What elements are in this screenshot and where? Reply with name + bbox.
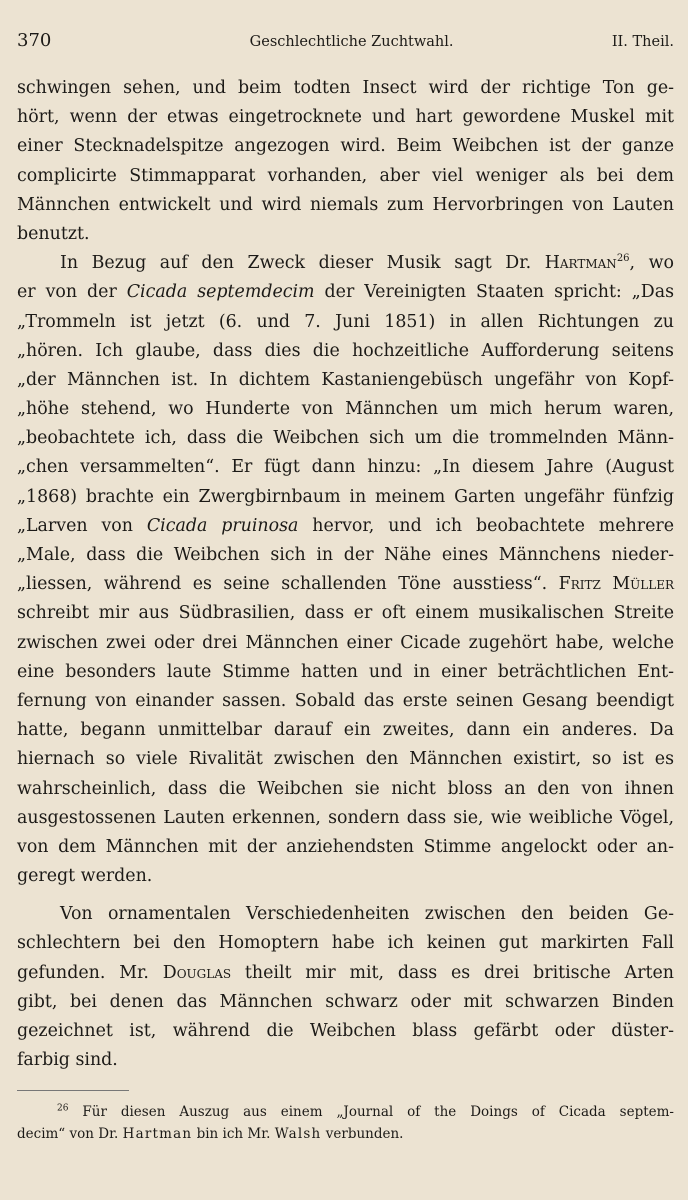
- author-name-mueller: Fritz Müller: [558, 574, 674, 595]
- text-line: schwingen sehen, und beim todten Insect wird der richtige Ton ge-: [17, 78, 674, 98]
- footnote-segment: decim“ von Dr.: [17, 1126, 123, 1142]
- text-line: [17, 959, 674, 988]
- text-line: [17, 570, 674, 599]
- line-segment: er von der: [17, 282, 127, 303]
- page-number: 370: [17, 30, 52, 51]
- author-name-douglas: Douglas: [162, 962, 232, 983]
- text-line: ausgestossenen Lauten erkennen, sondern dass sie, wie weibliche Vögel,: [17, 807, 674, 828]
- line-segment: , wo: [629, 253, 674, 274]
- text-line: benutzt.: [17, 223, 90, 244]
- species-name: Cicada septemdecim: [126, 282, 315, 303]
- paragraph-gap: [17, 891, 674, 900]
- text-line: „der Männchen ist. In dichtem Kastaniengebüsch ungefähr von Kopf-: [17, 369, 674, 390]
- text-line: eine besonders laute Stimme hatten und in einer beträchtlichen Ent-: [17, 661, 674, 682]
- footnote-name-walsh: Walsh: [274, 1126, 322, 1142]
- text-line: einer Stecknadelspitze angezogen wird. Beim Weibchen ist der ganze: [17, 136, 674, 157]
- text-line: wahrscheinlich, dass die Weibchen sie nicht bloss an den von ihnen: [17, 778, 674, 799]
- text-line: Von ornamentalen Verschiedenheiten zwischen den beiden Ge-: [60, 904, 674, 925]
- text-line: „höhe stehend, wo Hunderte von Männchen um mich herum waren,: [17, 399, 674, 420]
- text-line: [17, 512, 674, 541]
- running-title: Geschlechtliche Zuchtwahl.: [249, 34, 454, 50]
- text-line: zwischen zwei oder drei Männchen einer Cicade zugehört habe, welche: [17, 632, 674, 653]
- body-text: [17, 74, 674, 1075]
- text-line: „Trommeln ist jetzt (6. und 7. Juni 1851) in allen Richtungen zu: [17, 311, 674, 332]
- text-line: farbig sind.: [17, 1050, 118, 1071]
- line-segment: „liessen, während es seine schallenden Töne ausstiess“.: [17, 574, 559, 595]
- text-line: schlechtern bei den Homoptern habe ich keinen gut markirten Fall: [17, 933, 674, 954]
- line-segment: theilt mir mit, dass es drei britische Arten: [231, 962, 674, 983]
- footnote-name-hartman: Hartman: [122, 1126, 193, 1142]
- text-line: schreibt mir aus Südbrasilien, dass er oft einem musikalischen Streite: [17, 603, 674, 624]
- line-segment: „Larven von: [17, 515, 147, 536]
- footnote-divider: [17, 1090, 129, 1091]
- text-line: „Male, dass die Weibchen sich in der Nähe eines Männchens nieder-: [17, 545, 674, 565]
- text-line: gibt, bei denen das Männchen schwarz oder mit schwarzen Binden: [17, 991, 674, 1012]
- text-line: geregt werden.: [17, 866, 153, 887]
- footnote-reference: 26: [616, 253, 630, 265]
- text-line: [17, 249, 674, 278]
- footnote-segment: Für diesen Auszug aus einem „Journal of the Doings of Cicada septem-: [68, 1104, 674, 1120]
- text-line: [17, 278, 674, 307]
- page-header: [17, 30, 674, 51]
- text-line: hört, wenn der etwas eingetrocknete und hart gewordene Muskel mit: [17, 107, 674, 128]
- text-line: fernung von einander sassen. Sobald das erste seinen Gesang beendigt: [17, 690, 674, 711]
- part-label: II. Theil.: [611, 34, 674, 50]
- line-segment: In Bezug auf den Zweck dieser Musik sagt Dr.: [60, 253, 545, 274]
- text-line: „hören. Ich glaube, dass dies die hochzeitliche Aufforderung seitens: [17, 340, 674, 361]
- text-line: „beobachtete ich, dass die Weibchen sich um die trommelnden Männ-: [17, 428, 674, 449]
- footnote-segment: bin ich Mr.: [192, 1126, 275, 1142]
- text-line: hatte, begann unmittelbar darauf ein zweites, dann ein anderes. Da: [17, 720, 674, 741]
- line-segment: gefunden. Mr.: [17, 962, 163, 983]
- author-name-hartman: Hartman: [544, 253, 617, 274]
- text-line: Männchen entwickelt und wird niemals zum Hervorbringen von Lauten: [17, 194, 674, 215]
- text-line: „chen versammelten“. Er fügt dann hinzu: „In diesem Jahre (August: [17, 457, 674, 478]
- text-line: hiernach so viele Rivalität zwischen den Männchen existirt, so ist es: [17, 749, 674, 770]
- line-segment: hervor, und ich beobachtete mehrere: [298, 515, 674, 536]
- footnote-mark: 26: [57, 1103, 69, 1114]
- footnote: [17, 1101, 674, 1145]
- footnote-line: [17, 1101, 674, 1123]
- text-line: gezeichnet ist, während die Weibchen blass gefärbt oder düster-: [17, 1021, 674, 1041]
- line-segment: der Vereinigten Staaten spricht: „Das: [314, 282, 675, 303]
- text-line: complicirte Stimmapparat vorhanden, aber viel weniger als bei dem: [17, 165, 674, 186]
- species-name: Cicada pruinosa: [146, 515, 299, 536]
- footnote-segment: verbunden.: [321, 1126, 404, 1142]
- text-line: „1868) brachte ein Zwergbirnbaum in meinem Garten ungefähr fünfzig: [17, 486, 674, 507]
- footnote-line: [17, 1123, 674, 1145]
- text-line: von dem Männchen mit der anziehendsten Stimme angelockt oder an-: [17, 836, 674, 857]
